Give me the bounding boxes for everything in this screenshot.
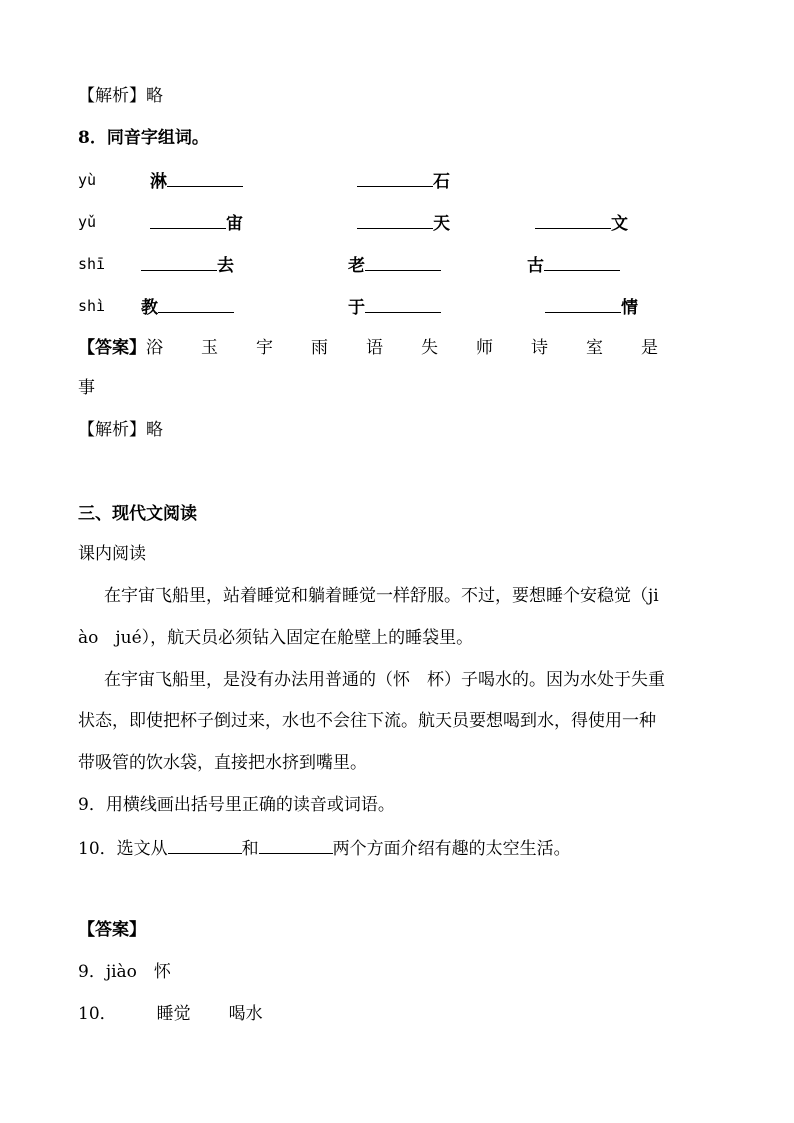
fill-blank[interactable] xyxy=(167,170,243,187)
jiexi-note: 【解析】略 xyxy=(78,86,163,106)
fill-blank[interactable] xyxy=(168,837,242,854)
section-3-subtitle: 课内阅读 xyxy=(78,544,146,564)
word-blank-shi: 石 xyxy=(357,170,450,192)
pinyin-shi1: shī xyxy=(78,255,106,273)
fill-blank[interactable] xyxy=(141,254,217,271)
passage-p1-line2: ào jué），航天员必须钻入固定在舱壁上的睡袋里。 xyxy=(78,628,474,648)
word-blank-tian: 天 xyxy=(357,212,450,234)
word-blank-wen: 文 xyxy=(535,212,628,234)
pinyin-shi4: shì xyxy=(78,297,106,315)
pinyin-yu4: yù xyxy=(78,171,97,189)
word-blank-qing: 情 xyxy=(545,296,638,318)
answer-8-tail: 事 xyxy=(78,378,95,398)
fill-blank[interactable] xyxy=(544,254,620,271)
fill-blank[interactable] xyxy=(259,837,333,854)
fill-blank[interactable] xyxy=(365,254,441,271)
fill-blank[interactable] xyxy=(365,296,441,313)
answer-8: 【答案】浴 玉 宇 雨 语 失 师 诗 室 是 xyxy=(78,338,658,358)
word-blank-lin: 淋 xyxy=(150,170,243,192)
fill-blank[interactable] xyxy=(150,212,226,229)
word-blank-lao: 老 xyxy=(348,254,441,276)
passage-p2-line3: 带吸管的饮水袋，直接把水挤到嘴里。 xyxy=(78,753,367,773)
passage-p2-line1: 在宇宙飞船里，是没有办法用普通的（怀 杯）子喝水的。因为水处于失重 xyxy=(104,670,665,690)
jiexi-8: 【解析】略 xyxy=(78,420,163,440)
fill-blank[interactable] xyxy=(357,170,433,187)
passage-p1-line1: 在宇宙飞船里，站着睡觉和躺着睡觉一样舒服。不过，要想睡个安稳觉（ji xyxy=(104,586,659,606)
answer-label: 【答案】 xyxy=(78,920,146,940)
word-blank-gu: 古 xyxy=(527,254,620,276)
question-9: 9．用横线画出括号里正确的读音或词语。 xyxy=(78,795,395,815)
pinyin-yu3: yǔ xyxy=(78,213,97,231)
fill-blank[interactable] xyxy=(535,212,611,229)
question-8-title: 8．同音字组词。 xyxy=(78,128,209,148)
fill-blank[interactable] xyxy=(357,212,433,229)
fill-blank[interactable] xyxy=(545,296,621,313)
fill-blank[interactable] xyxy=(158,296,234,313)
word-blank-yu: 于 xyxy=(348,296,441,318)
word-blank-zhou: 宙 xyxy=(150,212,243,234)
word-blank-jiao: 教 xyxy=(141,296,234,318)
answer-9: 9．jiào 怀 xyxy=(78,962,171,982)
word-blank-qu: 去 xyxy=(141,254,234,276)
section-3-title: 三、现代文阅读 xyxy=(78,504,197,524)
answer-10: 10． 睡觉 喝水 xyxy=(78,1004,263,1024)
question-10: 10．选文从 和 两个方面介绍有趣的太空生活。 xyxy=(78,839,571,859)
passage-p2-line2: 状态，即使把杯子倒过来，水也不会往下流。航天员要想喝到水，得使用一种 xyxy=(78,711,656,731)
